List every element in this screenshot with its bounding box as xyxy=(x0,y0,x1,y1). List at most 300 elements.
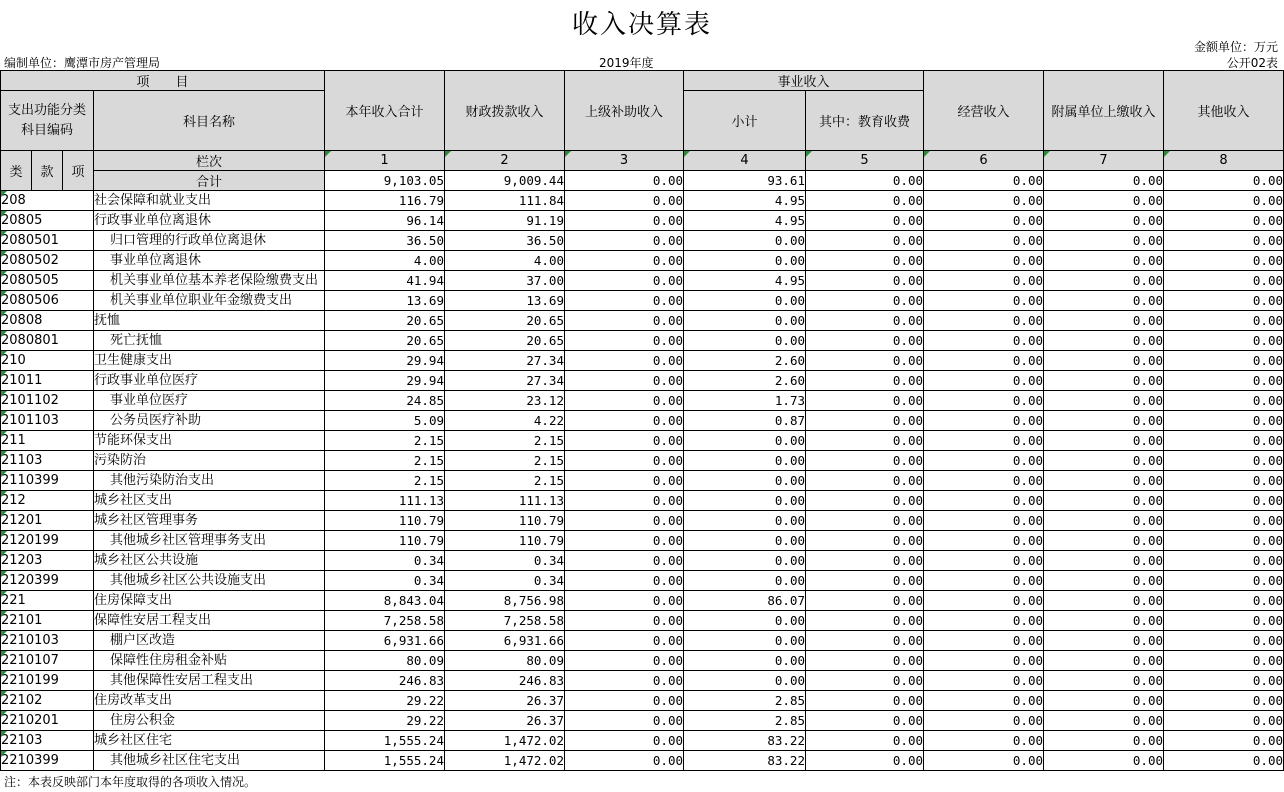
cell-marker-icon xyxy=(1,631,7,637)
header-business: 事业收入 xyxy=(684,71,924,91)
amount-cell: 0.00 xyxy=(1164,411,1284,431)
cell-marker-icon xyxy=(1,271,7,277)
amount-cell: 111.13 xyxy=(325,491,445,511)
amount-cell: 0.00 xyxy=(806,251,924,271)
table-row xyxy=(1,271,1284,291)
subject-name: 住房改革支出 xyxy=(94,691,325,711)
subject-name: 城乡社区住宅 xyxy=(94,731,325,751)
subject-name: 保障性住房租金补贴 xyxy=(94,651,325,671)
amount-cell: 4.95 xyxy=(684,211,806,231)
amount-cell: 0.00 xyxy=(565,671,684,691)
total-value: 93.61 xyxy=(684,171,806,191)
amount-cell: 0.00 xyxy=(1044,531,1164,551)
amount-cell: 0.00 xyxy=(1164,731,1284,751)
amount-cell: 0.00 xyxy=(924,751,1044,771)
amount-cell: 1,472.02 xyxy=(445,731,565,751)
table-row xyxy=(1,431,1284,451)
amount-cell: 0.00 xyxy=(1164,591,1284,611)
report-title: 收入决算表 xyxy=(571,10,712,40)
amount-cell: 6,931.66 xyxy=(325,631,445,651)
amount-cell: 0.00 xyxy=(565,551,684,571)
amount-cell: 0.00 xyxy=(565,471,684,491)
amount-cell: 0.00 xyxy=(924,471,1044,491)
col-number: 8 xyxy=(1164,151,1284,171)
subject-name: 机关事业单位基本养老保险缴费支出 xyxy=(94,271,325,291)
amount-cell: 0.00 xyxy=(565,311,684,331)
subject-name: 棚户区改造 xyxy=(94,631,325,651)
header-item: 项 目 xyxy=(1,71,325,91)
function-code: 2210103 xyxy=(1,631,94,651)
amount-cell: 0.00 xyxy=(684,631,806,651)
amount-cell: 29.22 xyxy=(325,711,445,731)
amount-cell: 4.00 xyxy=(445,251,565,271)
amount-cell: 0.00 xyxy=(565,591,684,611)
function-code: 21103 xyxy=(1,451,94,471)
amount-cell: 6,931.66 xyxy=(445,631,565,651)
cell-marker-icon xyxy=(1,391,7,397)
amount-cell: 0.00 xyxy=(806,451,924,471)
amount-cell: 2.85 xyxy=(684,711,806,731)
total-value: 9,103.05 xyxy=(325,171,445,191)
col-number: 1 xyxy=(325,151,445,171)
amount-cell: 0.00 xyxy=(1164,271,1284,291)
amount-cell: 0.00 xyxy=(924,211,1044,231)
amount-cell: 0.00 xyxy=(1164,351,1284,371)
amount-cell: 0.00 xyxy=(684,451,806,471)
amount-cell: 0.00 xyxy=(1164,511,1284,531)
amount-cell: 0.00 xyxy=(1044,371,1164,391)
report-year: 2019年度 xyxy=(599,56,654,70)
amount-cell: 0.00 xyxy=(565,251,684,271)
amount-cell: 110.79 xyxy=(445,511,565,531)
amount-cell: 41.94 xyxy=(325,271,445,291)
header-superior: 上级补助收入 xyxy=(565,71,684,151)
amount-cell: 0.00 xyxy=(565,231,684,251)
amount-cell: 0.00 xyxy=(806,631,924,651)
amount-cell: 0.00 xyxy=(924,551,1044,571)
amount-cell: 0.00 xyxy=(1164,211,1284,231)
cell-marker-icon xyxy=(1,551,7,557)
amount-cell: 0.00 xyxy=(924,391,1044,411)
subject-name: 住房公积金 xyxy=(94,711,325,731)
cell-marker-icon xyxy=(1,291,7,297)
amount-cell: 5.09 xyxy=(325,411,445,431)
amount-cell: 0.00 xyxy=(565,731,684,751)
amount-cell: 0.00 xyxy=(565,711,684,731)
amount-cell: 0.00 xyxy=(1044,411,1164,431)
table-row xyxy=(1,751,1284,771)
amount-cell: 0.00 xyxy=(1164,451,1284,471)
amount-cell: 0.00 xyxy=(924,331,1044,351)
cell-marker-icon xyxy=(1,311,7,317)
amount-cell: 0.00 xyxy=(565,691,684,711)
amount-cell: 0.00 xyxy=(565,611,684,631)
amount-cell: 0.00 xyxy=(806,571,924,591)
amount-cell: 110.79 xyxy=(325,531,445,551)
amount-cell: 2.15 xyxy=(445,431,565,451)
amount-cell: 0.00 xyxy=(565,271,684,291)
cell-marker-icon xyxy=(1,691,7,697)
amount-cell: 29.22 xyxy=(325,691,445,711)
amount-cell: 0.00 xyxy=(1044,451,1164,471)
subject-name: 其他城乡社区公共设施支出 xyxy=(94,571,325,591)
subject-name: 社会保障和就业支出 xyxy=(94,191,325,211)
amount-cell: 0.00 xyxy=(1164,571,1284,591)
amount-cell: 0.00 xyxy=(565,351,684,371)
amount-cell: 0.00 xyxy=(806,551,924,571)
amount-cell: 0.00 xyxy=(1164,371,1284,391)
amount-cell: 0.00 xyxy=(684,571,806,591)
amount-cell: 0.00 xyxy=(806,531,924,551)
header-operating: 经营收入 xyxy=(924,71,1044,151)
amount-cell: 83.22 xyxy=(684,731,806,751)
cell-marker-icon xyxy=(1,591,7,597)
header-affiliated: 附属单位上缴收入 xyxy=(1044,71,1164,151)
amount-cell: 0.00 xyxy=(684,331,806,351)
amount-cell: 0.00 xyxy=(924,491,1044,511)
amount-cell: 2.15 xyxy=(325,451,445,471)
amount-cell: 0.00 xyxy=(1164,291,1284,311)
cell-marker-icon xyxy=(1,571,7,577)
amount-cell: 0.00 xyxy=(684,651,806,671)
amount-cell: 80.09 xyxy=(445,651,565,671)
amount-cell: 0.00 xyxy=(924,731,1044,751)
subject-name: 其他城乡社区住宅支出 xyxy=(94,751,325,771)
amount-cell: 0.00 xyxy=(806,351,924,371)
amount-cell: 0.00 xyxy=(684,291,806,311)
amount-cell: 0.00 xyxy=(1164,431,1284,451)
amount-cell: 1,555.24 xyxy=(325,751,445,771)
amount-cell: 0.00 xyxy=(924,631,1044,651)
subject-name: 住房保障支出 xyxy=(94,591,325,611)
amount-cell: 7,258.58 xyxy=(445,611,565,631)
amount-cell: 26.37 xyxy=(445,711,565,731)
subject-name: 城乡社区管理事务 xyxy=(94,511,325,531)
amount-cell: 0.00 xyxy=(1044,671,1164,691)
amount-cell: 0.00 xyxy=(684,671,806,691)
amount-cell: 0.00 xyxy=(806,291,924,311)
amount-cell: 4.95 xyxy=(684,191,806,211)
col-number: 2 xyxy=(445,151,565,171)
function-code: 2080506 xyxy=(1,291,94,311)
table-row xyxy=(1,551,1284,571)
amount-cell: 2.15 xyxy=(445,451,565,471)
amount-cell: 4.00 xyxy=(325,251,445,271)
col-number: 7 xyxy=(1044,151,1164,171)
amount-cell: 0.00 xyxy=(924,251,1044,271)
table-row xyxy=(1,691,1284,711)
table-body xyxy=(1,191,1284,771)
cell-marker-icon xyxy=(1,411,7,417)
amount-cell: 0.00 xyxy=(806,191,924,211)
subject-name: 机关事业单位职业年金缴费支出 xyxy=(94,291,325,311)
table-row xyxy=(1,291,1284,311)
amount-cell: 0.00 xyxy=(924,571,1044,591)
header-total-income: 本年收入合计 xyxy=(325,71,445,151)
amount-cell: 0.00 xyxy=(1164,191,1284,211)
amount-cell: 0.00 xyxy=(1044,211,1164,231)
amount-cell: 27.34 xyxy=(445,351,565,371)
amount-cell: 0.00 xyxy=(684,231,806,251)
amount-cell: 0.00 xyxy=(806,711,924,731)
amount-cell: 0.00 xyxy=(806,271,924,291)
amount-cell: 0.00 xyxy=(924,351,1044,371)
amount-cell: 24.85 xyxy=(325,391,445,411)
function-code: 22103 xyxy=(1,731,94,751)
amount-cell: 0.00 xyxy=(1044,651,1164,671)
amount-cell: 96.14 xyxy=(325,211,445,231)
amount-cell: 0.00 xyxy=(924,611,1044,631)
amount-cell: 0.00 xyxy=(565,371,684,391)
table-row xyxy=(1,231,1284,251)
amount-cell: 0.00 xyxy=(1164,331,1284,351)
amount-cell: 0.00 xyxy=(565,631,684,651)
amount-cell: 0.00 xyxy=(1164,491,1284,511)
amount-cell: 0.00 xyxy=(684,551,806,571)
amount-cell: 0.00 xyxy=(565,511,684,531)
table-row xyxy=(1,251,1284,271)
amount-cell: 0.00 xyxy=(924,431,1044,451)
cell-marker-icon xyxy=(1,611,7,617)
cell-marker-icon xyxy=(1,371,7,377)
amount-unit: 金额单位：万元 xyxy=(1193,40,1278,54)
amount-cell: 0.00 xyxy=(806,671,924,691)
amount-cell: 0.00 xyxy=(1044,351,1164,371)
header-kuan: 款 xyxy=(32,151,63,191)
amount-cell: 0.00 xyxy=(684,431,806,451)
amount-cell: 0.00 xyxy=(924,311,1044,331)
amount-cell: 0.00 xyxy=(924,591,1044,611)
amount-cell: 26.37 xyxy=(445,691,565,711)
cell-marker-icon xyxy=(1,351,7,357)
amount-cell: 1.73 xyxy=(684,391,806,411)
cell-marker-icon xyxy=(1,471,7,477)
amount-cell: 8,756.98 xyxy=(445,591,565,611)
subject-name: 城乡社区公共设施 xyxy=(94,551,325,571)
function-code: 2120199 xyxy=(1,531,94,551)
amount-cell: 0.34 xyxy=(325,571,445,591)
function-code: 21203 xyxy=(1,551,94,571)
table-row xyxy=(1,611,1284,631)
amount-cell: 0.00 xyxy=(1044,331,1164,351)
amount-cell: 246.83 xyxy=(445,671,565,691)
function-code: 2210107 xyxy=(1,651,94,671)
table-row xyxy=(1,191,1284,211)
function-code: 2080801 xyxy=(1,331,94,351)
cell-marker-icon xyxy=(1,671,7,677)
amount-cell: 0.00 xyxy=(924,531,1044,551)
amount-cell: 0.00 xyxy=(806,211,924,231)
amount-cell: 0.00 xyxy=(1044,271,1164,291)
amount-cell: 0.00 xyxy=(1164,651,1284,671)
subject-name: 行政事业单位离退休 xyxy=(94,211,325,231)
amount-cell: 0.00 xyxy=(1044,491,1164,511)
amount-cell: 0.34 xyxy=(445,571,565,591)
amount-cell: 83.22 xyxy=(684,751,806,771)
function-code: 2080501 xyxy=(1,231,94,251)
header-code-group: 支出功能分类科目编码 xyxy=(1,91,94,151)
function-code: 2080505 xyxy=(1,271,94,291)
subject-name: 其他保障性安居工程支出 xyxy=(94,671,325,691)
amount-cell: 0.00 xyxy=(684,511,806,531)
amount-cell: 0.00 xyxy=(1164,531,1284,551)
total-value: 0.00 xyxy=(806,171,924,191)
amount-cell: 0.00 xyxy=(924,291,1044,311)
cell-marker-icon xyxy=(1,231,7,237)
amount-cell: 0.34 xyxy=(325,551,445,571)
amount-cell: 0.00 xyxy=(806,231,924,251)
table-row xyxy=(1,631,1284,651)
table-row xyxy=(1,671,1284,691)
amount-cell: 0.00 xyxy=(1164,231,1284,251)
table-row xyxy=(1,331,1284,351)
cell-marker-icon xyxy=(1,331,7,337)
table-row xyxy=(1,471,1284,491)
total-value: 0.00 xyxy=(1164,171,1284,191)
amount-cell: 111.84 xyxy=(445,191,565,211)
amount-cell: 0.00 xyxy=(565,211,684,231)
amount-cell: 20.65 xyxy=(325,331,445,351)
function-code: 2210399 xyxy=(1,751,94,771)
table-row xyxy=(1,491,1284,511)
amount-cell: 0.00 xyxy=(1044,591,1164,611)
amount-cell: 29.94 xyxy=(325,371,445,391)
function-code: 2120399 xyxy=(1,571,94,591)
amount-cell: 2.15 xyxy=(325,431,445,451)
amount-cell: 110.79 xyxy=(445,531,565,551)
amount-cell: 20.65 xyxy=(325,311,445,331)
header-fiscal: 财政拨款收入 xyxy=(445,71,565,151)
table-row xyxy=(1,411,1284,431)
function-code: 21201 xyxy=(1,511,94,531)
amount-cell: 0.00 xyxy=(924,651,1044,671)
function-code: 2101103 xyxy=(1,411,94,431)
amount-cell: 0.00 xyxy=(565,191,684,211)
amount-cell: 36.50 xyxy=(445,231,565,251)
function-code: 21011 xyxy=(1,371,94,391)
amount-cell: 0.00 xyxy=(565,491,684,511)
amount-cell: 0.00 xyxy=(806,431,924,451)
amount-cell: 0.00 xyxy=(806,731,924,751)
cell-marker-icon xyxy=(1,731,7,737)
amount-cell: 0.00 xyxy=(1164,311,1284,331)
amount-cell: 0.00 xyxy=(806,371,924,391)
table-row xyxy=(1,591,1284,611)
amount-cell: 2.15 xyxy=(445,471,565,491)
table-row xyxy=(1,511,1284,531)
function-code: 210 xyxy=(1,351,94,371)
cell-marker-icon xyxy=(1,451,7,457)
table-row xyxy=(1,211,1284,231)
amount-cell: 0.00 xyxy=(1164,671,1284,691)
total-value: 0.00 xyxy=(924,171,1044,191)
subject-name: 卫生健康支出 xyxy=(94,351,325,371)
amount-cell: 0.00 xyxy=(1044,711,1164,731)
amount-cell: 0.00 xyxy=(806,691,924,711)
table-row xyxy=(1,531,1284,551)
function-code: 20808 xyxy=(1,311,94,331)
function-code: 2110399 xyxy=(1,471,94,491)
amount-cell: 0.00 xyxy=(806,491,924,511)
amount-cell: 0.00 xyxy=(684,531,806,551)
amount-cell: 0.00 xyxy=(1044,431,1164,451)
amount-cell: 80.09 xyxy=(325,651,445,671)
amount-cell: 0.00 xyxy=(684,311,806,331)
subject-name: 公务员医疗补助 xyxy=(94,411,325,431)
amount-cell: 0.00 xyxy=(1044,731,1164,751)
amount-cell: 27.34 xyxy=(445,371,565,391)
cell-marker-icon xyxy=(1,711,7,717)
income-table xyxy=(0,70,1284,771)
amount-cell: 0.00 xyxy=(806,471,924,491)
amount-cell: 0.00 xyxy=(1044,511,1164,531)
function-code: 208 xyxy=(1,191,94,211)
amount-cell: 111.13 xyxy=(445,491,565,511)
total-label: 合计 xyxy=(94,171,325,191)
table-row xyxy=(1,311,1284,331)
compiling-unit: 编制单位：鹰潭市房产管理局 xyxy=(4,56,161,70)
amount-cell: 86.07 xyxy=(684,591,806,611)
amount-cell: 0.00 xyxy=(565,451,684,471)
amount-cell: 0.00 xyxy=(924,671,1044,691)
amount-cell: 2.60 xyxy=(684,351,806,371)
amount-cell: 0.00 xyxy=(806,591,924,611)
amount-cell: 0.00 xyxy=(565,531,684,551)
amount-cell: 0.00 xyxy=(924,711,1044,731)
amount-cell: 0.00 xyxy=(1164,711,1284,731)
amount-cell: 0.00 xyxy=(924,371,1044,391)
table-note: 注：本表反映部门本年度取得的各项收入情况。 xyxy=(4,775,257,789)
cell-marker-icon xyxy=(1,251,7,257)
amount-cell: 0.00 xyxy=(1164,251,1284,271)
amount-cell: 0.00 xyxy=(684,611,806,631)
function-code: 20805 xyxy=(1,211,94,231)
amount-cell: 0.00 xyxy=(684,471,806,491)
header-lei: 类 xyxy=(1,151,32,191)
amount-cell: 0.00 xyxy=(924,691,1044,711)
amount-cell: 0.00 xyxy=(565,331,684,351)
amount-cell: 0.00 xyxy=(1044,191,1164,211)
amount-cell: 29.94 xyxy=(325,351,445,371)
header-education: 其中：教育收费 xyxy=(806,91,924,151)
amount-cell: 0.00 xyxy=(1164,551,1284,571)
subject-name: 归口管理的行政单位离退休 xyxy=(94,231,325,251)
cell-marker-icon xyxy=(1,531,7,537)
table-row xyxy=(1,391,1284,411)
amount-cell: 0.00 xyxy=(565,291,684,311)
amount-cell: 1,555.24 xyxy=(325,731,445,751)
cell-marker-icon xyxy=(1,651,7,657)
amount-cell: 0.87 xyxy=(684,411,806,431)
cell-marker-icon xyxy=(1,191,7,197)
function-code: 221 xyxy=(1,591,94,611)
amount-cell: 0.00 xyxy=(565,391,684,411)
amount-cell: 0.00 xyxy=(806,391,924,411)
function-code: 2080502 xyxy=(1,251,94,271)
amount-cell: 0.00 xyxy=(1044,391,1164,411)
amount-cell: 0.00 xyxy=(565,411,684,431)
table-row xyxy=(1,731,1284,751)
amount-cell: 0.00 xyxy=(1164,631,1284,651)
subject-name: 行政事业单位医疗 xyxy=(94,371,325,391)
subject-name: 事业单位医疗 xyxy=(94,391,325,411)
amount-cell: 2.60 xyxy=(684,371,806,391)
amount-cell: 0.00 xyxy=(806,411,924,431)
amount-cell: 0.00 xyxy=(806,751,924,771)
amount-cell: 0.00 xyxy=(806,611,924,631)
subject-name: 其他污染防治支出 xyxy=(94,471,325,491)
subject-name: 事业单位离退休 xyxy=(94,251,325,271)
